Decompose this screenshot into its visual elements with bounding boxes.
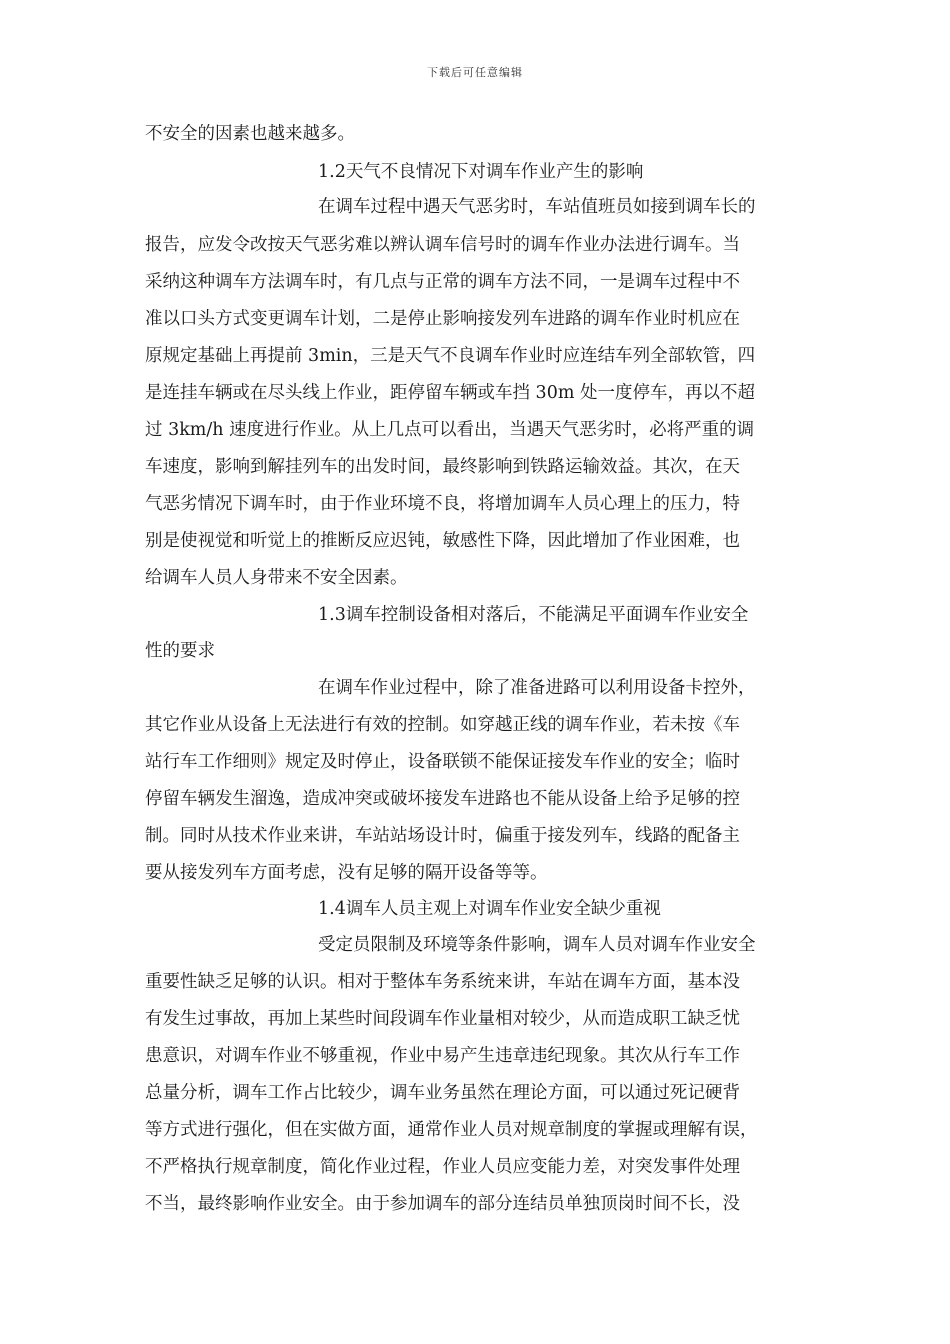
body-line: 别是使视觉和听觉上的推断反应迟钝，敏感性下降，因此增加了作业困难，也 (145, 531, 740, 551)
body-line: 过 3km/h 速度进行作业。从上几点可以看出，当遇天气恶劣时，必将严重的调 (145, 420, 755, 440)
body-line: 车速度，影响到解挂列车的出发时间，最终影响到铁路运输效益。其次，在天 (145, 457, 740, 477)
body-line: 不当，最终影响作业安全。由于参加调车的部分连结员单独顶岗时间不长，没 (145, 1194, 740, 1214)
body-line: 不安全的因素也越来越多。 (145, 124, 355, 144)
section-heading-1-2: 1.2天气不良情况下对调车作业产生的影响 (318, 162, 644, 182)
body-line: 报告，应发令改按天气恶劣难以辨认调车信号时的调车作业办法进行调车。当 (145, 235, 740, 255)
paragraph-first-line: 受定员限制及环境等条件影响，调车人员对调车作业安全 (318, 935, 756, 955)
body-line: 站行车工作细则》规定及时停止，设备联锁不能保证接发车作业的安全；临时 (145, 752, 740, 772)
body-line: 总量分析，调车工作占比较少，调车业务虽然在理论方面，可以通过死记硬背 (145, 1083, 740, 1103)
body-line: 给调车人员人身带来不安全因素。 (145, 568, 408, 588)
section-heading-1-4: 1.4调车人员主观上对调车作业安全缺少重视 (318, 899, 661, 919)
body-line: 有发生过事故，再加上某些时间段调车作业量相对较少，从而造成职工缺乏忧 (145, 1009, 740, 1029)
body-line: 不严格执行规章制度，简化作业过程，作业人员应变能力差，对突发事件处理 (145, 1157, 740, 1177)
body-line: 准以口头方式变更调车计划，二是停止影响接发列车进路的调车作业时机应在 (145, 309, 740, 329)
body-line: 停留车辆发生溜逸，造成冲突或破坏接发车进路也不能从设备上给予足够的控 (145, 789, 740, 809)
section-heading-1-3-cont: 性的要求 (145, 641, 215, 661)
body-line: 采纳这种调车方法调车时，有几点与正常的调车方法不同，一是调车过程中不 (145, 272, 740, 292)
paragraph-first-line: 在调车作业过程中，除了准备进路可以利用设备卡控外， (318, 678, 756, 698)
body-line: 其它作业从设备上无法进行有效的控制。如穿越正线的调车作业，若未按《车 (145, 715, 740, 735)
body-line: 气恶劣情况下调车时，由于作业环境不良，将增加调车人员心理上的压力，特 (145, 494, 740, 514)
body-line: 要从接发列车方面考虑，没有足够的隔开设备等等。 (145, 863, 548, 883)
section-heading-1-3: 1.3调车控制设备相对落后，不能满足平面调车作业安全 (318, 605, 749, 625)
body-line: 重要性缺乏足够的认识。相对于整体车务系统来讲，车站在调车方面，基本没 (145, 972, 740, 992)
body-line: 是连挂车辆或在尽头线上作业，距停留车辆或车挡 30m 处一度停车，再以不超 (145, 383, 755, 403)
page-header: 下载后可任意编辑 (427, 66, 523, 79)
body-line: 原规定基础上再提前 3min，三是天气不良调车作业时应连结车列全部软管，四 (145, 346, 756, 366)
paragraph-first-line: 在调车过程中遇天气恶劣时，车站值班员如接到调车长的 (318, 197, 756, 217)
body-line: 制。同时从技术作业来讲，车站站场设计时，偏重于接发列车，线路的配备主 (145, 826, 740, 846)
body-line: 等方式进行强化，但在实做方面，通常作业人员对规章制度的掌握或理解有误， (145, 1120, 758, 1140)
body-line: 患意识，对调车作业不够重视，作业中易产生违章违纪现象。其次从行车工作 (145, 1046, 740, 1066)
